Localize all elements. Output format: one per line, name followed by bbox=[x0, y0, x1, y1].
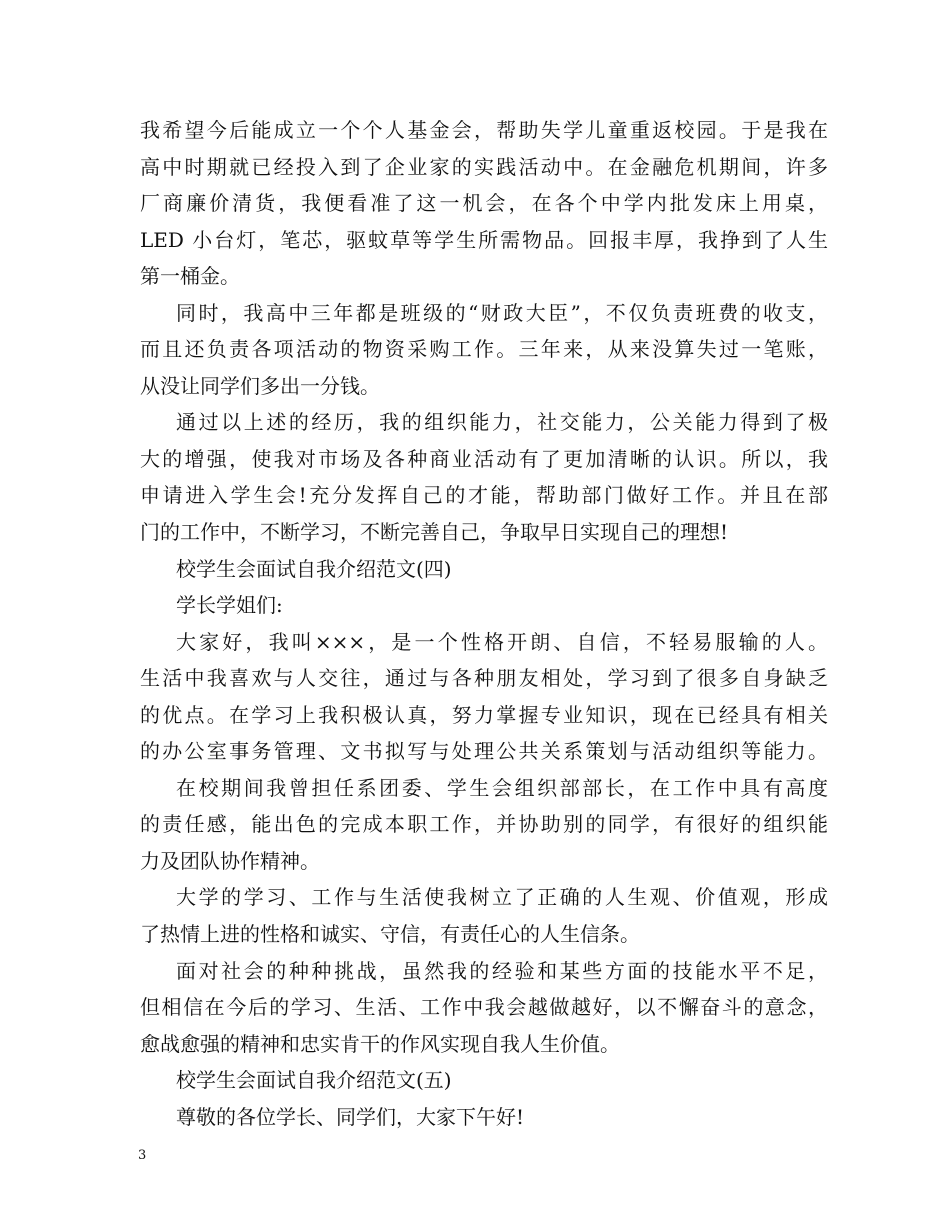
text-line: 门的工作中，不断学习，不断完善自己，争取早日实现自己的理想! bbox=[140, 520, 729, 545]
text-line: 同时，我高中三年都是班级的“财政大臣”，不仅负责班费的收支， bbox=[176, 300, 828, 325]
text-line: 大学的学习、工作与生活使我树立了正确的人生观、价值观，形成 bbox=[176, 885, 828, 910]
text-line: 愈战愈强的精神和忠实肯干的作风实现自我人生价值。 bbox=[140, 1031, 620, 1056]
page-number: 3 bbox=[138, 1148, 147, 1163]
text-line: 我希望今后能成立一个个人基金会，帮助失学儿童重返校园。于是我在 bbox=[140, 118, 828, 142]
text-line: 尊敬的各位学长、同学们，大家下午好! bbox=[176, 1104, 525, 1129]
text-line: 大家好，我叫×××，是一个性格开朗、自信，不轻易服输的人。 bbox=[176, 629, 828, 654]
text-line: 力及团队协作精神。 bbox=[140, 848, 320, 873]
text-line: 而且还负责各项活动的物资采购工作。三年来，从来没算失过一笔账， bbox=[140, 337, 828, 362]
document-body bbox=[140, 112, 828, 1135]
text-line: 生活中我喜欢与人交往，通过与各种朋友相处，学习到了很多自身缺乏 bbox=[140, 666, 828, 691]
text-line: 大的增强，使我对市场及各种商业活动有了更加清晰的认识。所以，我 bbox=[140, 446, 828, 471]
text-line: 但相信在今后的学习、生活、工作中我会越做越好，以不懈奋斗的意念， bbox=[140, 995, 828, 1020]
text-line: 的责任感，能出色的完成本职工作，并协助别的同学，有很好的组织能 bbox=[140, 812, 828, 837]
text-line: 在校期间我曾担任系团委、学生会组织部部长，在工作中具有高度 bbox=[176, 775, 828, 800]
text-line: 第一桶金。 bbox=[140, 264, 240, 289]
text-line: LED 小台灯，笔芯，驱蚊草等学生所需物品。回报丰厚，我挣到了人生 bbox=[140, 227, 828, 252]
text-line: 校学生会面试自我介绍范文(四) bbox=[176, 556, 452, 581]
text-line: 的优点。在学习上我积极认真，努力掌握专业知识，现在已经具有相关 bbox=[140, 702, 828, 727]
text-line: 通过以上述的经历，我的组织能力，社交能力，公关能力得到了极 bbox=[176, 410, 828, 435]
text-line: 的办公室事务管理、文书拟写与处理公共关系策划与活动组织等能力。 bbox=[140, 739, 828, 764]
text-line: 高中时期就已经投入到了企业家的实践活动中。在金融危机期间，许多 bbox=[140, 154, 828, 179]
text-line: 面对社会的种种挑战，虽然我的经验和某些方面的技能水平不足， bbox=[176, 958, 828, 983]
text-line: 从没让同学们多出一分钱。 bbox=[140, 373, 380, 398]
text-line: 厂商廉价清货，我便看准了这一机会，在各个中学内批发床上用桌， bbox=[140, 191, 828, 216]
text-line: 学长学姐们: bbox=[176, 593, 283, 618]
text-line: 了热情上进的性格和诚实、守信，有责任心的人生信条。 bbox=[140, 922, 640, 947]
text-line: 校学生会面试自我介绍范文(五) bbox=[176, 1068, 452, 1093]
text-line: 申请进入学生会!充分发挥自己的才能，帮助部门做好工作。并且在部 bbox=[140, 483, 828, 508]
